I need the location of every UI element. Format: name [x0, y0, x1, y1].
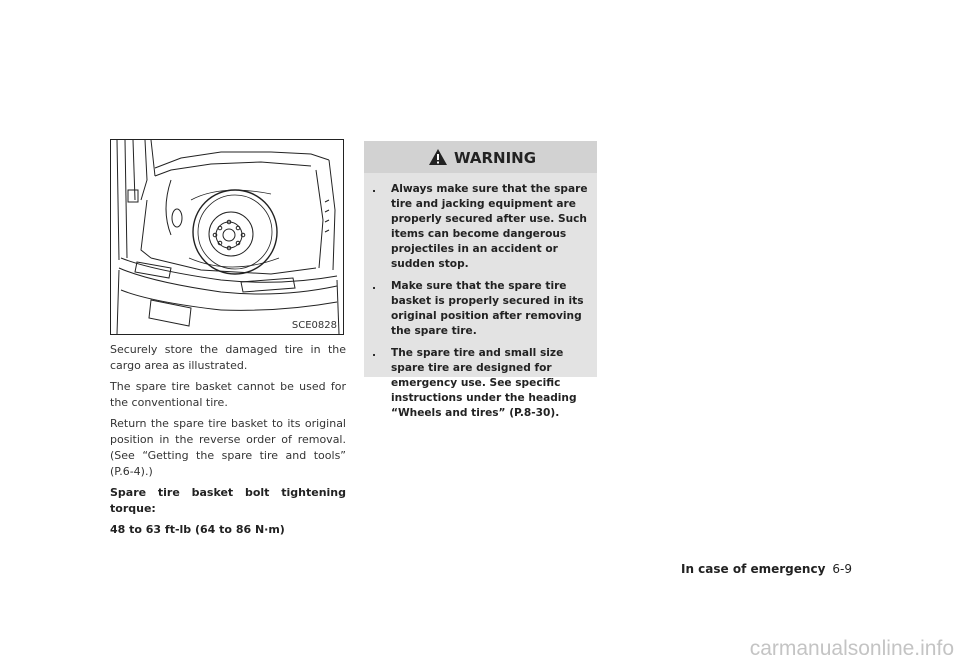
bullet: .: [372, 347, 377, 359]
torque-label: Spare tire basket bolt tightening torque:: [110, 486, 346, 515]
paragraph-basket-note: The spare tire basket cannot be used for the conventional tire.: [110, 380, 346, 409]
warning-triangle-icon: [428, 148, 448, 166]
torque-value: 48 to 63 ft-lb (64 to 86 N·m): [110, 523, 285, 536]
paragraph-store-tire: Securely store the damaged tire in the cargo area as illustrated.: [110, 343, 346, 372]
figure-code: SCE0828: [291, 320, 337, 331]
warning-header: [364, 141, 597, 173]
warning-list: [372, 182, 592, 428]
body-text: [110, 342, 346, 543]
warning-title: WARNING: [454, 149, 537, 167]
bullet: .: [372, 183, 377, 195]
warning-item: [372, 346, 592, 421]
warning-item-text: Always make sure that the spare tire and jacking equipment are properly secured after use. Such items can become dangerous projectiles in an accident or sudden stop.: [391, 183, 588, 270]
warning-item-text: The spare tire and small size spare tire are designed for emergency use. See specific instructions under the heading “Wheels and tires” (P.8-30).: [391, 347, 577, 419]
page-number: 6-9: [832, 562, 852, 576]
cargo-area-illustration: [111, 140, 343, 334]
warning-item-text: Make sure that the spare tire basket is properly secured in its original position after removing the spare tire.: [391, 280, 584, 337]
paragraph-return-basket: Return the spare tire basket to its original position in the reverse order of removal. (See “Getting the spare tire and tools” (P.6-4).): [110, 417, 346, 478]
watermark: carmanualsonline.info: [749, 637, 954, 660]
page-footer: [681, 562, 852, 576]
warning-item: [372, 279, 592, 339]
bullet: .: [372, 280, 377, 292]
illustration-figure: [110, 139, 344, 335]
warning-box: [364, 141, 597, 419]
section-name: In case of emergency: [680, 562, 826, 576]
warning-item: [372, 182, 592, 272]
